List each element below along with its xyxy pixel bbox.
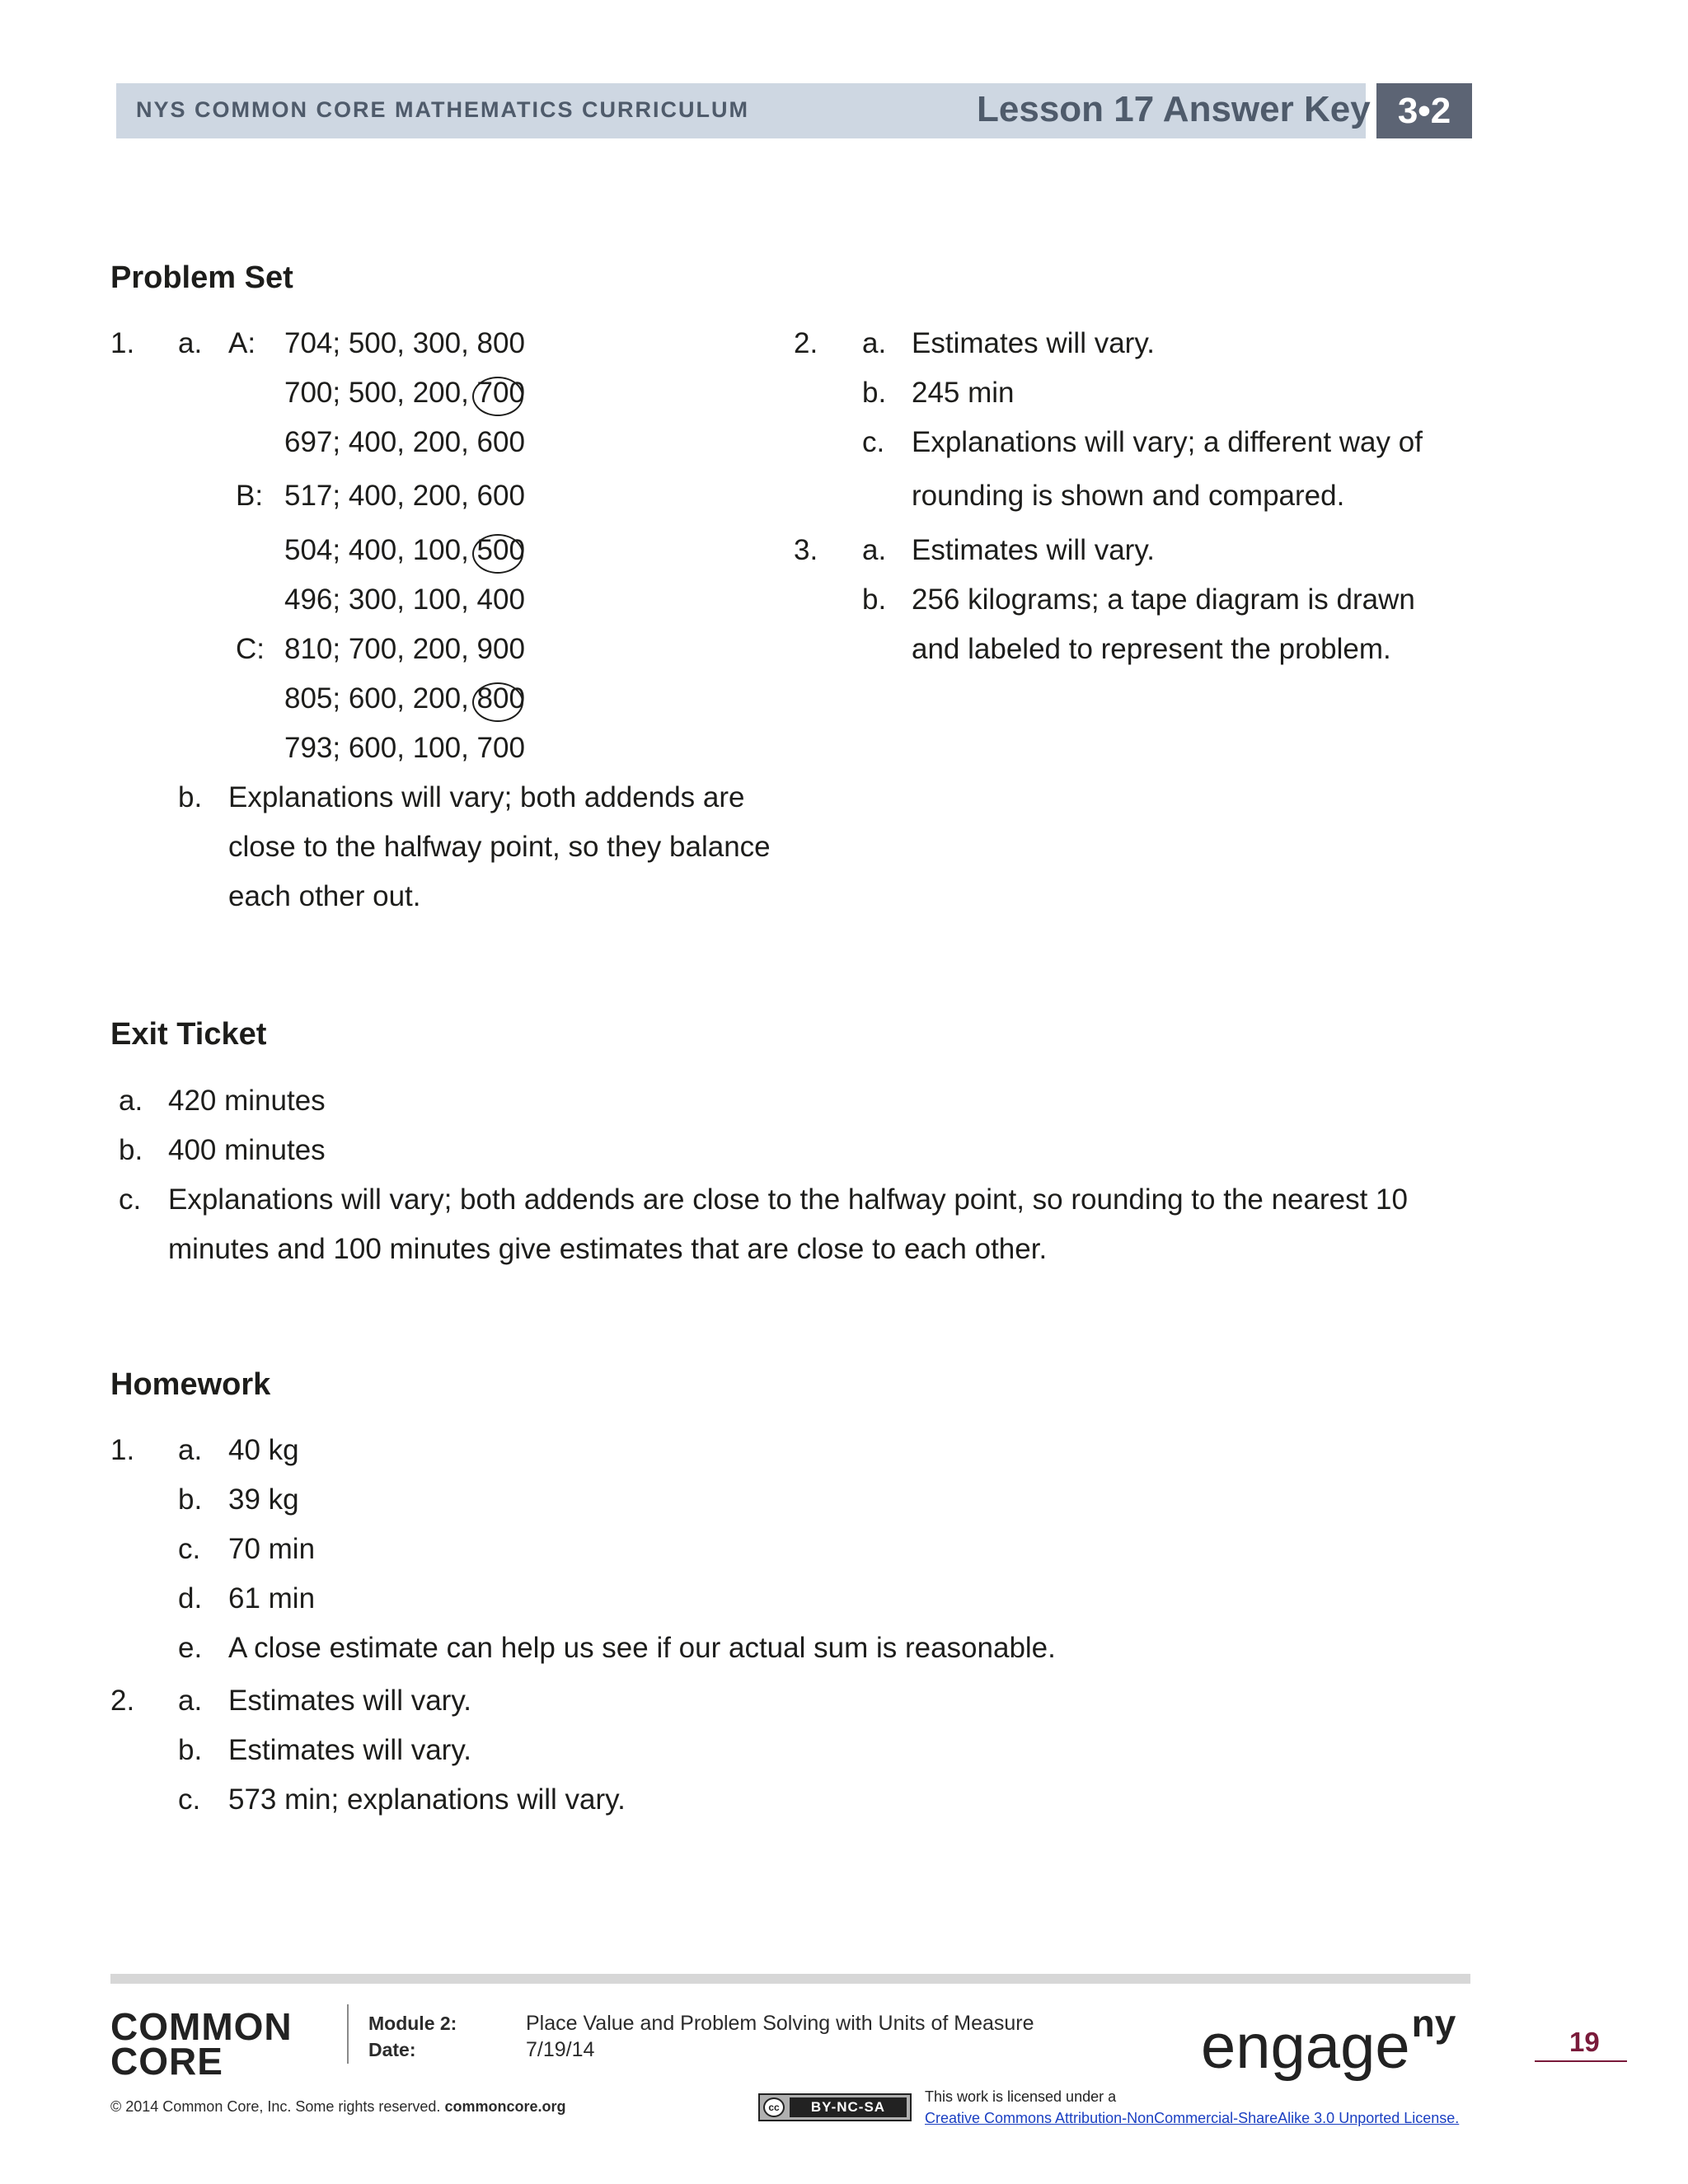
circle-mark [472,682,523,722]
circled-answer [477,377,525,410]
answer-line: minutes and 100 minutes give estimates that are close to each other. [168,1233,1048,1265]
problem-number: 1. [110,1434,135,1466]
page-number: 19 [1569,2027,1600,2057]
problem-number: 2. [794,327,818,359]
item-label: b. [119,1134,143,1166]
answer-line: 40 kg [228,1434,299,1466]
answer-line: 256 kilograms; a tape diagram is drawn [912,583,1415,616]
answer-line: Estimates will vary. [912,327,1155,359]
logo-line-2: CORE [110,2040,223,2083]
brand-text: engage [1201,2012,1410,2082]
problem-number: 2. [110,1685,135,1717]
sub-label: B: [236,480,264,512]
copyright [110,2098,565,2116]
answer-text: 805; 600, 200, [284,682,477,715]
item-label: a. [178,327,203,359]
item-label: a. [178,1685,203,1717]
answer-line [284,682,525,715]
license-text: This work is licensed under a [925,2088,1117,2105]
module-value: Place Value and Problem Solving with Units of Measure [526,2012,1034,2035]
answer-line: Explanations will vary; both addends are [228,781,745,813]
lesson-title: Lesson 17 Answer Key [977,89,1371,129]
answer-line: 420 minutes [168,1085,326,1117]
date-label: Date: [368,2039,416,2060]
answer-line: 400 minutes [168,1134,326,1166]
answer-line: 793; 600, 100, 700 [284,732,525,764]
answer-line: Explanations will vary; a different way of [912,426,1423,458]
answer-line: A close estimate can help us see if our actual sum is reasonable. [228,1632,1056,1664]
problem-number: 3. [794,534,818,566]
item-label: b. [178,1734,203,1766]
item-label: c. [862,426,885,458]
item-label: a. [178,1434,203,1466]
section-title-problem-set: Problem Set [110,260,293,295]
circled-value: 500 [476,534,525,566]
item-label: c. [178,1783,201,1816]
answer-line: 39 kg [228,1483,299,1516]
copyright-site: commoncore.org [444,2098,566,2115]
page-number-rule [1535,2060,1627,2062]
item-label: a. [862,534,887,566]
license-link[interactable]: Creative Commons Attribution-NonCommercial-ShareAlike 3.0 Unported License. [925,2110,1460,2126]
item-label: b. [178,1483,203,1516]
answer-line: 70 min [228,1533,316,1565]
answer-line: 517; 400, 200, 600 [284,480,525,512]
item-label: b. [862,583,887,616]
grade-module-badge: 3•2 [1376,83,1472,138]
answer-line: 573 min; explanations will vary. [228,1783,626,1816]
curriculum-title: NYS COMMON CORE MATHEMATICS CURRICULUM [136,97,749,122]
logo-line-1: COMMON [110,2005,293,2048]
circle-mark [472,534,523,574]
cc-badge-label: BY-NC-SA [790,2097,907,2117]
answer-line [284,377,525,410]
answer-line: Estimates will vary. [228,1734,471,1766]
answer-line: 245 min [912,377,1015,409]
item-label: d. [178,1582,203,1615]
cc-icon: cc [763,2097,785,2117]
answer-line: Explanations will vary; both addends are close to the halfway point, so rounding to the nearest 10 [168,1183,1408,1216]
answer-text: 700; 500, 200, [284,377,477,409]
circled-value: 700 [476,377,525,409]
sub-label: C: [236,633,265,665]
item-label: e. [178,1632,203,1664]
answer-line: 697; 400, 200, 600 [284,426,525,458]
cc-license-badge [758,2093,912,2121]
answer-line: Estimates will vary. [912,534,1155,566]
item-label: a. [119,1085,143,1117]
answer-text: 504; 400, 100, [284,534,477,566]
answer-line: and labeled to represent the problem. [912,633,1391,665]
item-label: b. [178,781,203,813]
item-label: c. [119,1183,142,1216]
circled-answer [477,682,525,715]
answer-line: 496; 300, 100, 400 [284,583,525,616]
footer-rule [110,1974,1470,1984]
circle-mark [472,377,523,416]
circled-value: 800 [476,682,525,715]
answer-line: Estimates will vary. [228,1685,471,1717]
brand-superscript: ny [1411,2002,1456,2045]
section-title-exit-ticket: Exit Ticket [110,1017,267,1052]
module-label: Module 2: [368,2013,457,2034]
answer-line: each other out. [228,880,421,912]
answer-line: close to the halfway point, so they balance [228,831,771,863]
circled-answer [477,534,525,567]
date-value: 7/19/14 [526,2038,595,2061]
copyright-text: © 2014 Common Core, Inc. Some rights reserved. [110,2098,441,2115]
answer-line: 61 min [228,1582,316,1615]
item-label: a. [862,327,887,359]
common-core-logo [110,2005,293,2083]
engageny-logo [1201,2001,1456,2083]
answer-line: 704; 500, 300, 800 [284,327,525,359]
sub-label: A: [228,327,256,359]
answer-line: 810; 700, 200, 900 [284,633,525,665]
footer-divider [347,2004,349,2064]
problem-number: 1. [110,327,135,359]
item-label: b. [862,377,887,409]
item-label: c. [178,1533,201,1565]
section-title-homework: Homework [110,1367,271,1402]
answer-line: rounding is shown and compared. [912,480,1345,512]
answer-line [284,534,525,567]
